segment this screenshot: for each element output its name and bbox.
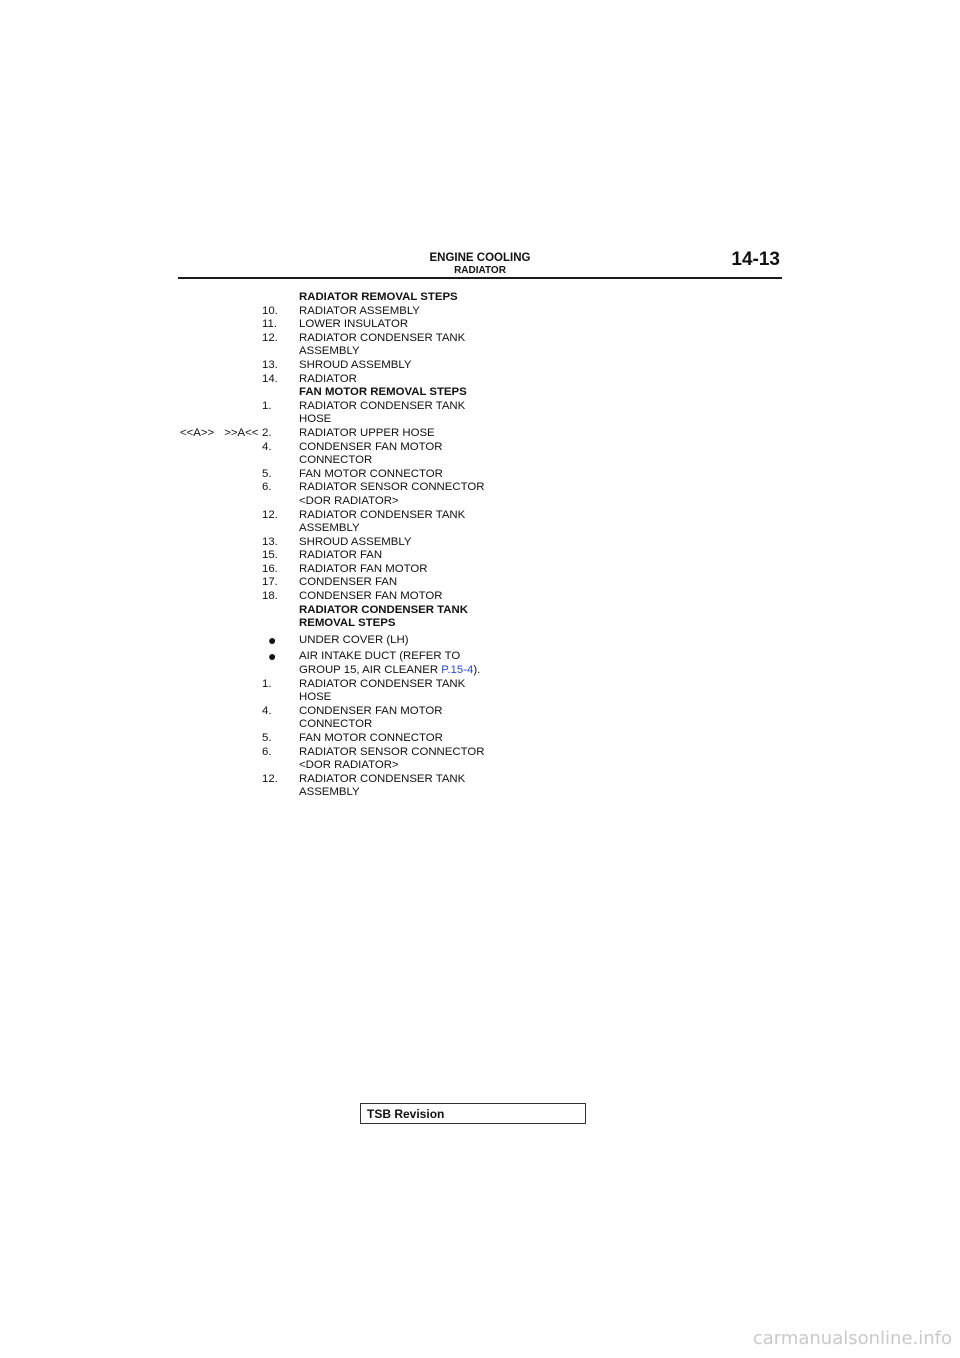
step-number: 17. xyxy=(262,576,278,589)
list-item xyxy=(0,305,960,319)
step-text: RADIATOR FAN xyxy=(299,549,383,562)
step-number: 12. xyxy=(262,508,278,521)
list-item xyxy=(0,427,960,441)
list-item xyxy=(0,746,960,773)
bullet-icon: ● xyxy=(268,631,277,648)
step-number: 4. xyxy=(262,440,272,453)
step-text: RADIATOR CONDENSER TANK ASSEMBLY xyxy=(299,772,466,799)
tsb-revision-box xyxy=(360,1103,586,1124)
page-reference-link[interactable]: P.15-4 xyxy=(441,664,474,677)
step-text: CONDENSER FAN MOTOR CONNECTOR xyxy=(299,440,443,467)
list-item xyxy=(0,400,960,427)
step-text: RADIATOR SENSOR CONNECTOR <DOR RADIATOR> xyxy=(299,481,485,507)
list-item xyxy=(0,650,960,677)
subsection-title: RADIATOR xyxy=(454,265,506,276)
list-item xyxy=(0,590,960,604)
list-item xyxy=(0,705,960,732)
step-number: 1. xyxy=(262,677,272,690)
step-text: UNDER COVER (LH) xyxy=(299,633,409,646)
list-item xyxy=(0,468,960,482)
step-text: RADIATOR CONDENSER TANK HOSE xyxy=(299,677,466,704)
list-item xyxy=(0,291,960,305)
step-number: 5. xyxy=(262,467,272,480)
step-number: 16. xyxy=(262,562,278,575)
step-number: 14. xyxy=(262,372,278,385)
list-item xyxy=(0,536,960,550)
step-text: RADIATOR ASSEMBLY xyxy=(299,304,420,317)
installation-service-point-marker: >>A<< xyxy=(224,426,259,439)
list-item xyxy=(0,386,960,400)
tsb-revision-label: TSB Revision xyxy=(367,1107,445,1121)
step-text: SHROUD ASSEMBLY xyxy=(299,358,412,371)
step-number: 1. xyxy=(262,399,272,412)
step-number: 12. xyxy=(262,772,278,785)
list-item xyxy=(0,732,960,746)
step-text: SHROUD ASSEMBLY xyxy=(299,535,412,548)
watermark: carmanualsonline.info xyxy=(752,1328,952,1349)
step-text: RADIATOR xyxy=(299,372,357,385)
step-number: 11. xyxy=(262,318,277,331)
step-text: FAN MOTOR CONNECTOR xyxy=(299,732,443,744)
step-number: 13. xyxy=(262,535,278,548)
section-title: ENGINE COOLING xyxy=(429,252,531,264)
step-number: 5. xyxy=(262,732,272,744)
step-text: RADIATOR CONDENSER TANK ASSEMBLY xyxy=(299,331,466,358)
step-text: CONDENSER FAN MOTOR xyxy=(299,590,443,603)
step-number: 2. xyxy=(262,426,272,439)
step-number: 4. xyxy=(262,704,272,717)
steps-heading: RADIATOR REMOVAL STEPS xyxy=(299,291,458,303)
list-item xyxy=(0,509,960,536)
list-item xyxy=(0,604,960,631)
step-number: 6. xyxy=(262,481,272,494)
step-number: 6. xyxy=(262,745,272,758)
step-number: 18. xyxy=(262,590,278,603)
step-text: FAN MOTOR CONNECTOR xyxy=(299,467,443,480)
step-text-suffix: ). xyxy=(473,664,481,677)
list-item xyxy=(0,549,960,563)
step-text xyxy=(299,650,489,677)
step-text: RADIATOR SENSOR CONNECTOR <DOR RADIATOR> xyxy=(299,745,485,772)
service-point-markers xyxy=(180,427,258,441)
steps-heading: RADIATOR CONDENSER TANK REMOVAL STEPS xyxy=(299,603,468,630)
header-rule xyxy=(178,277,782,279)
removal-steps-list xyxy=(0,291,960,800)
bullet-icon: ● xyxy=(268,648,277,665)
list-item xyxy=(0,563,960,577)
list-item xyxy=(0,373,960,387)
step-number: 10. xyxy=(262,304,278,317)
removal-service-point-marker: <<A>> xyxy=(180,426,215,439)
steps-heading: FAN MOTOR REMOVAL STEPS xyxy=(299,386,467,399)
page-number: 14-13 xyxy=(731,249,780,270)
step-text: RADIATOR CONDENSER TANK HOSE xyxy=(299,399,466,426)
list-item xyxy=(0,576,960,590)
step-text: RADIATOR FAN MOTOR xyxy=(299,562,428,575)
list-item xyxy=(0,318,960,332)
step-number: 13. xyxy=(262,358,278,371)
step-number: 12. xyxy=(262,331,278,344)
list-item xyxy=(0,481,960,508)
step-text-body: AIR INTAKE DUCT (REFER TO GROUP 15, AIR CLEANER xyxy=(299,650,461,677)
list-item xyxy=(0,631,960,648)
step-text: RADIATOR UPPER HOSE xyxy=(299,426,435,439)
step-text: CONDENSER FAN MOTOR CONNECTOR xyxy=(299,704,443,731)
step-text: LOWER INSULATOR xyxy=(299,318,409,331)
list-item xyxy=(0,332,960,359)
list-item xyxy=(0,773,960,800)
step-number: 15. xyxy=(262,549,278,562)
list-item xyxy=(0,678,960,705)
list-item xyxy=(0,441,960,468)
list-item xyxy=(0,359,960,373)
step-text: CONDENSER FAN xyxy=(299,576,398,589)
step-text: RADIATOR CONDENSER TANK ASSEMBLY xyxy=(299,508,466,535)
